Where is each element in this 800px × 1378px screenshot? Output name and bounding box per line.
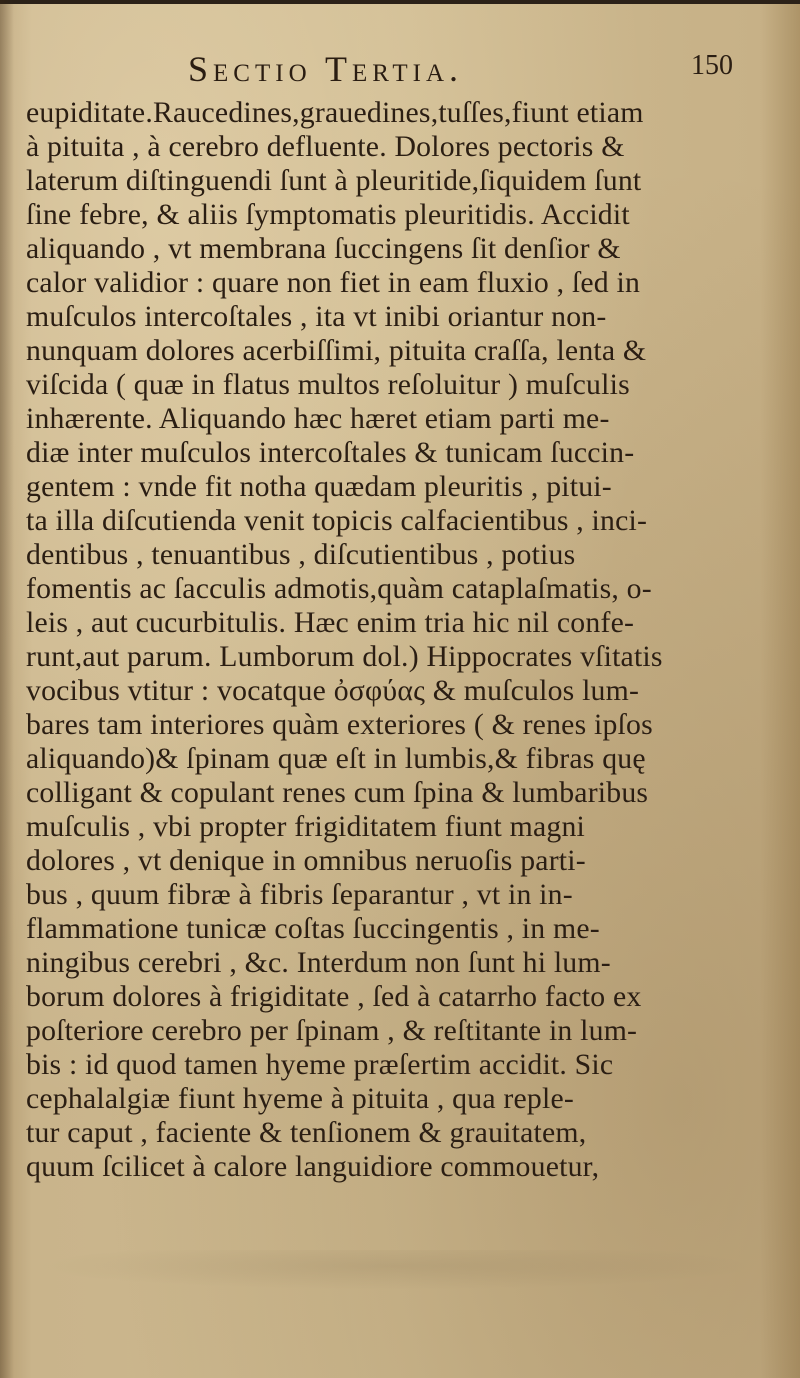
text-line: bus , quum fibræ à fibris ſeparantur , vt in in- xyxy=(26,878,573,911)
running-head: Sectio Tertia. xyxy=(188,49,464,89)
text-line: runt,aut parum. Lumborum dol.) Hippocrates vſitatis xyxy=(26,640,663,673)
text-line: borum dolores à frigiditate , ſed à catarrho facto ex xyxy=(26,980,642,1013)
text-line: eupiditate.Raucedines,grauedines,tuſſes,fiunt etiam xyxy=(26,96,644,129)
text-line: dentibus , tenuantibus , diſcutientibus , potius xyxy=(26,538,576,571)
text-line: ta illa diſcutienda venit topicis calfacientibus , inci- xyxy=(26,504,648,537)
text-line: poſteriore cerebro per ſpinam , & reſtitante in lum- xyxy=(26,1014,638,1047)
text-line: tur caput , faciente & tenſionem & grauitatem, xyxy=(26,1116,587,1149)
text-line: bares tam interiores quàm exteriores ( & renes ipſos xyxy=(26,708,653,741)
gutter-shadow xyxy=(0,0,14,1378)
page-number: 150 xyxy=(691,50,733,81)
page-top-edge xyxy=(0,0,800,4)
text-line: quum ſcilicet à calore languidiore commouetur, xyxy=(26,1150,600,1183)
text-line: flammatione tunicæ coſtas ſuccingentis , in me- xyxy=(26,912,600,945)
show-through-stain xyxy=(30,1250,760,1290)
text-line: nunquam dolores acerbiſſimi, pituita craſſa, lenta & xyxy=(26,334,647,367)
text-line: aliquando)& ſpinam quæ eſt in lumbis,& fibras quę xyxy=(26,742,646,775)
text-line: leis , aut cucurbitulis. Hæc enim tria hic nil confe- xyxy=(26,606,635,639)
text-line: ningibus cerebri , &c. Interdum non ſunt hi lum- xyxy=(26,946,611,979)
text-line: muſculos intercoſtales , ita vt inibi oriantur non- xyxy=(26,300,607,333)
text-line: fomentis ac ſacculis admotis,quàm cataplaſmatis, o- xyxy=(26,572,652,605)
text-line: laterum diſtinguendi ſunt à pleuritide,ſiquidem ſunt xyxy=(26,164,642,197)
text-line: bis : id quod tamen hyeme præſertim accidit. Sic xyxy=(26,1048,614,1081)
text-line: calor validior : quare non fiet in eam fluxio , ſed in xyxy=(26,266,641,299)
text-line: à pituita , à cerebro defluente. Dolores pectoris & xyxy=(26,130,625,163)
text-line: diæ inter muſculos intercoſtales & tunicam ſuccin- xyxy=(26,436,635,469)
text-line: cephalalgiæ fiunt hyeme à pituita , qua reple- xyxy=(26,1082,574,1115)
text-line: gentem : vnde fit notha quædam pleuritis , pitui- xyxy=(26,470,612,503)
text-line: dolores , vt denique in omnibus neruoſis parti- xyxy=(26,844,586,877)
page-header xyxy=(0,44,800,94)
text-line: vocibus vtitur : vocatque ὀσφύας & muſculos lum- xyxy=(26,674,640,707)
text-line: viſcida ( quæ in flatus multos reſoluitur ) muſculis xyxy=(26,368,630,401)
text-line: colligant & copulant renes cum ſpina & lumbaribus xyxy=(26,776,649,809)
text-line: muſculis , vbi propter frigiditatem fiunt magni xyxy=(26,810,586,843)
text-line: inhærente. Aliquando hæc hæret etiam parti me- xyxy=(26,402,610,435)
text-line: aliquando , vt membrana ſuccingens ſit denſior & xyxy=(26,232,621,265)
text-line: ſine febre, & aliis ſymptomatis pleuritidis. Accidit xyxy=(26,198,630,231)
